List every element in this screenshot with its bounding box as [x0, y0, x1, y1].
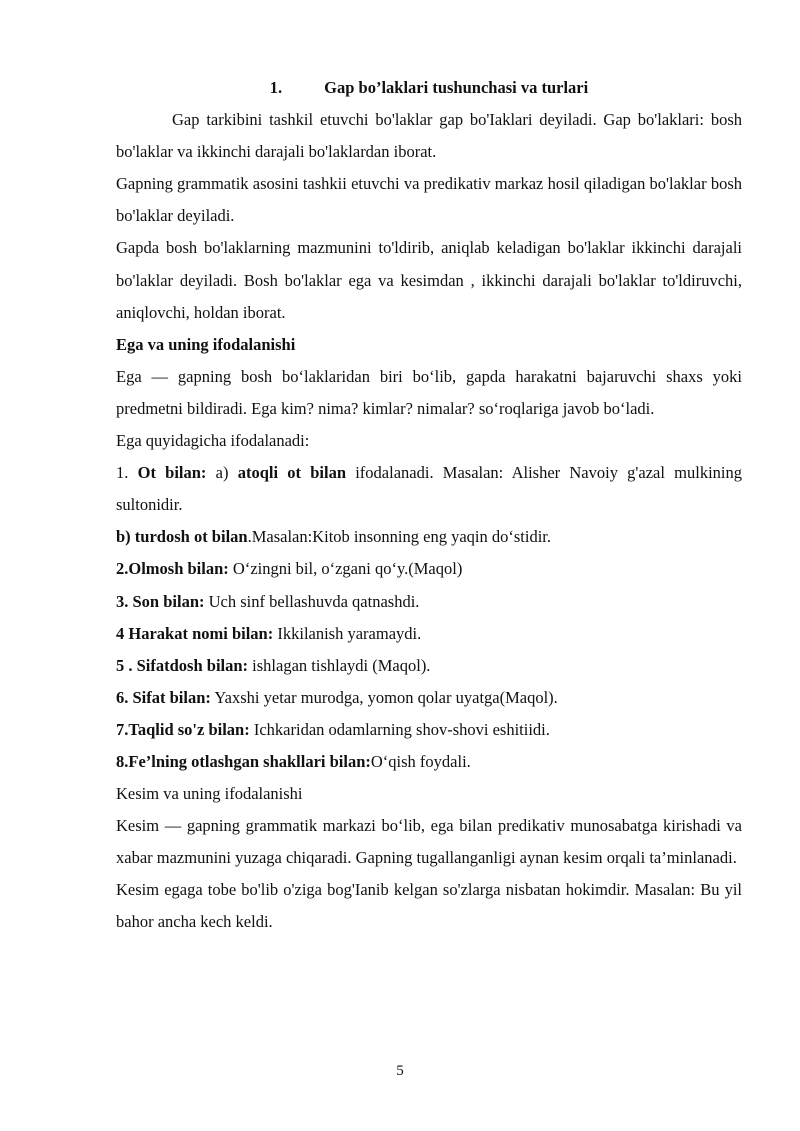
list-item-taqlid	[116, 714, 742, 746]
item-label: 4 Harakat nomi bilan:	[116, 623, 274, 643]
list-item-olmosh	[116, 553, 742, 585]
list-item-turdosh-ot	[116, 521, 742, 553]
item-label: 7.Taqlid so'z bilan:	[116, 719, 250, 739]
item-text: Ichkaridan odamlarning shov-shovi eshitiidi.	[249, 719, 550, 739]
item-text: Ikkilanish yaramaydi.	[273, 623, 422, 643]
item-label: 8.Fe’lning otlashgan shakllari bilan:	[116, 751, 371, 771]
item-label: 6. Sifat bilan:	[116, 687, 211, 707]
list-item-sifatdosh	[116, 650, 742, 682]
list-item-ot	[116, 457, 742, 521]
item-label: 3. Son bilan:	[116, 591, 205, 611]
document-page	[116, 72, 742, 939]
paragraph-intro: Gap tarkibini tashkil etuvchi bo'laklar gap bo'Iaklari deyiladi. Gap bo'laklari: bosh bo'laklar va ikkinchi darajali bo'laklardan iborat.	[116, 110, 742, 162]
page-number: 5	[396, 1063, 404, 1079]
item-text: Yaxshi yetar murodga, yomon qolar uyatga(Maqol).	[210, 687, 558, 707]
kesim-paragraph: Kesim egaga tobe bo'lib o'ziga bog'Ianib kelgan so'zlarga nisbatan hokimdir. Masalan: Bu yil bahor ancha kech keldi.	[116, 880, 742, 932]
ega-intro: Ega quyidagicha ifodalanadi:	[116, 431, 310, 451]
item-sub-label: atoqli ot bilan	[237, 463, 346, 483]
ega-heading: Ega va uning ifodalanishi	[116, 334, 296, 354]
section-number: 1.	[269, 78, 283, 97]
item-text: O‘zingni bil, o‘zgani qo‘y.(Maqol)	[228, 559, 463, 579]
item-label: 5 . Sifatdosh bilan:	[116, 655, 249, 675]
kesim-definition: Kesim — gapning grammatik markazi bo‘lib, ega bilan predikativ munosabatga kirishadi va xabar mazmunini yuzaga chiqaradi. Gapning tugallanganligi aynan kesim orqali ta’minlanadi.	[116, 816, 742, 868]
paragraph-bosh-bolaklar: Gapning grammatik asosini tashkii etuvchi va predikativ markaz hosil qiladigan bo'laklar bosh bo'laklar deyiladi.	[116, 174, 742, 226]
item-text: O‘qish foydali.	[370, 751, 471, 771]
item-number: 1.	[116, 463, 129, 483]
ega-definition: Ega — gapning bosh bo‘laklaridan biri bo‘lib, gapda harakatni bajaruvchi shaxs yoki predmetni bildiradi. Ega kim? nima? kimlar? nimalar? so‘roqlariga javob bo‘ladi.	[116, 366, 742, 418]
list-item-feL	[116, 746, 742, 778]
item-text: ifodalanadi. Masalan: Alisher Navoiy g'azal mulkining sultonidir.	[116, 463, 742, 515]
item-text: Uch sinf bellashuvda qatnashdi.	[204, 591, 420, 611]
item-text: .Masalan:Kitob insonning eng yaqin do‘stidir.	[247, 527, 551, 547]
list-item-son	[116, 586, 742, 618]
item-sub-marker: a)	[206, 463, 238, 483]
item-label: Ot bilan:	[137, 463, 207, 483]
section-title-text: Gap bo’laklari tushunchasi va turlari	[324, 78, 589, 97]
item-label: b) turdosh ot bilan	[116, 527, 248, 547]
list-item-sifat	[116, 682, 742, 714]
section-title	[116, 72, 742, 104]
paragraph-ikkinchi-darajali: Gapda bosh bo'laklarning mazmunini to'ldirib, aniqlab keladigan bo'laklar ikkinchi darajali bo'laklar deyiladi. Bosh bo'laklar ega va kesimdan , ikkinchi darajali bo'laklar to'ldiruvchi, aniqlovchi, holdan iborat.	[116, 238, 742, 322]
kesim-heading: Kesim va uning ifodalanishi	[116, 784, 303, 804]
list-item-harakat-nomi	[116, 618, 742, 650]
item-label: 2.Olmosh bilan:	[116, 559, 229, 579]
item-text: ishlagan tishlaydi (Maqol).	[248, 655, 431, 675]
